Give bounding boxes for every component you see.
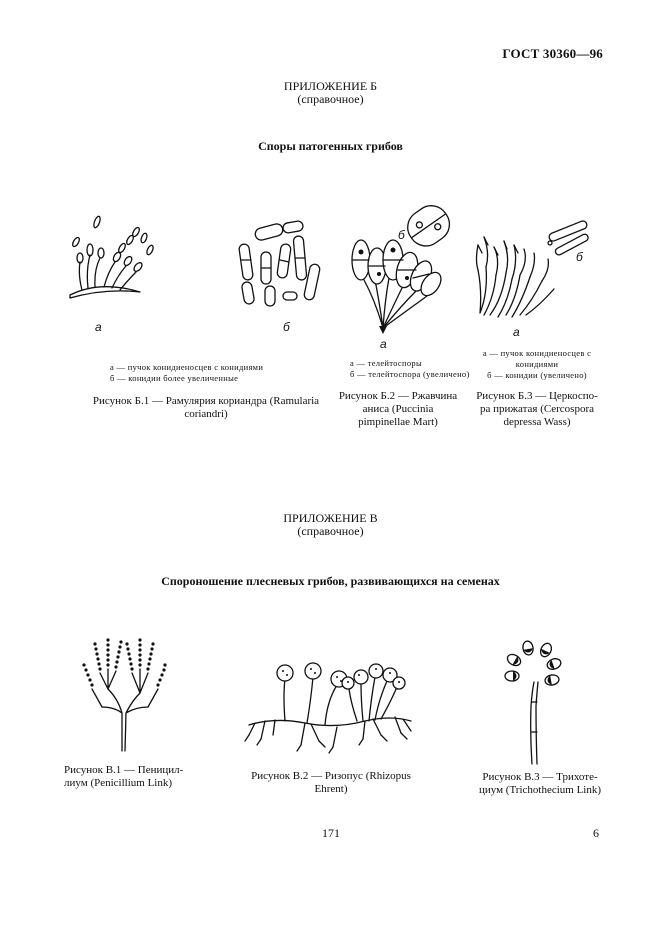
appendix-b-heading: Споры патогенных грибов bbox=[258, 139, 403, 153]
appendix-v-title-block bbox=[0, 512, 661, 538]
fig-b3-caption-line-3: depressa Wass) bbox=[503, 416, 571, 428]
page-number: 171 bbox=[322, 826, 340, 840]
fig-v2-caption-line-2: Ehrent) bbox=[314, 783, 348, 795]
fig-v2-caption bbox=[235, 770, 427, 796]
fig-b3-caption-line-1: Рисунок Б.3 — Церкоспо- bbox=[476, 390, 598, 402]
fig-b3-legend-a-1: а — пучок конидиеносцев с bbox=[482, 348, 592, 358]
fig-b3-legend-b: б — конидии (увеличено) bbox=[487, 370, 587, 380]
fig-b2-caption-line-1: Рисунок Б.2 — Ржавчина bbox=[338, 390, 458, 402]
fig-b2-label-a: а bbox=[380, 337, 387, 351]
appendix-b-title: ПРИЛОЖЕНИЕ Б bbox=[283, 79, 378, 93]
fig-b3-legend bbox=[472, 348, 602, 381]
standard-number: ГОСТ 30360—96 bbox=[502, 46, 603, 61]
fig-b2-caption bbox=[328, 390, 468, 429]
fig-b2-caption-line-3: pimpinellae Mart) bbox=[358, 416, 438, 428]
fig-b3-legend-a-2: конидиями bbox=[515, 359, 559, 369]
conidia-drawing bbox=[235, 220, 330, 315]
fig-b1-label-a: а bbox=[95, 320, 102, 334]
fig-v3-caption-line-2: циум (Trichothecium Link) bbox=[478, 784, 602, 796]
fig-b3-caption-line-2: ра прижатая (Cercospora bbox=[480, 403, 594, 415]
fig-b1-legend bbox=[110, 362, 263, 384]
appendix-b-title-block bbox=[0, 80, 661, 106]
appendix-v-note: (справочное) bbox=[297, 524, 364, 538]
fig-b1-legend-a: а — пучок конидиеносцев с конидиями bbox=[110, 362, 264, 372]
fig-b3-label-a: а bbox=[513, 325, 520, 339]
fig-v1-caption-line-2: лиум (Penicillium Link) bbox=[64, 777, 173, 789]
appendix-b-note: (справочное) bbox=[297, 92, 364, 106]
puccinia-drawing bbox=[345, 200, 455, 335]
fig-b2-legend-b: б — телейтоспора (увеличено) bbox=[350, 369, 470, 379]
fig-v3-caption-line-1: Рисунок В.3 — Трихоте- bbox=[482, 771, 598, 783]
penicillium-drawing bbox=[78, 633, 168, 753]
appendix-v-heading: Спороношение плесневых грибов, развивающихся на семенах bbox=[161, 574, 500, 588]
fig-b3-label-b: б bbox=[576, 250, 583, 264]
fig-b2-label-b: б bbox=[398, 228, 405, 242]
fig-b2-caption-line-2: аниса (Puccinia bbox=[362, 403, 434, 415]
fig-b1-caption bbox=[88, 395, 324, 421]
fig-b2-legend-a: а — телейтоспоры bbox=[350, 358, 422, 368]
fig-b1-caption-line-2: coriandri) bbox=[184, 408, 228, 420]
sheet-number: 6 bbox=[593, 826, 599, 840]
appendix-v-title: ПРИЛОЖЕНИЕ В bbox=[283, 511, 378, 525]
rhizopus-drawing bbox=[245, 655, 415, 755]
fig-v1-caption bbox=[64, 764, 204, 790]
fig-b1-caption-line-1: Рисунок Б.1 — Рамулярия кориандра (Ramularia bbox=[92, 395, 320, 407]
fig-v2-caption-line-1: Рисунок В.2 — Ризопус (Rhizopus bbox=[251, 770, 411, 782]
fig-b2-legend bbox=[350, 358, 470, 380]
trichothecium-drawing bbox=[500, 636, 570, 766]
fig-b1-label-b: б bbox=[283, 320, 290, 334]
fig-b1-legend-b: б — конидии более увеличенные bbox=[110, 373, 239, 383]
cercospora-drawing bbox=[472, 215, 592, 330]
fig-v1-caption-line-1: Рисунок В.1 — Пеницил- bbox=[64, 764, 184, 776]
fig-b3-caption bbox=[468, 390, 606, 429]
fig-v3-caption bbox=[470, 771, 610, 797]
ramularia-drawing bbox=[60, 210, 170, 310]
